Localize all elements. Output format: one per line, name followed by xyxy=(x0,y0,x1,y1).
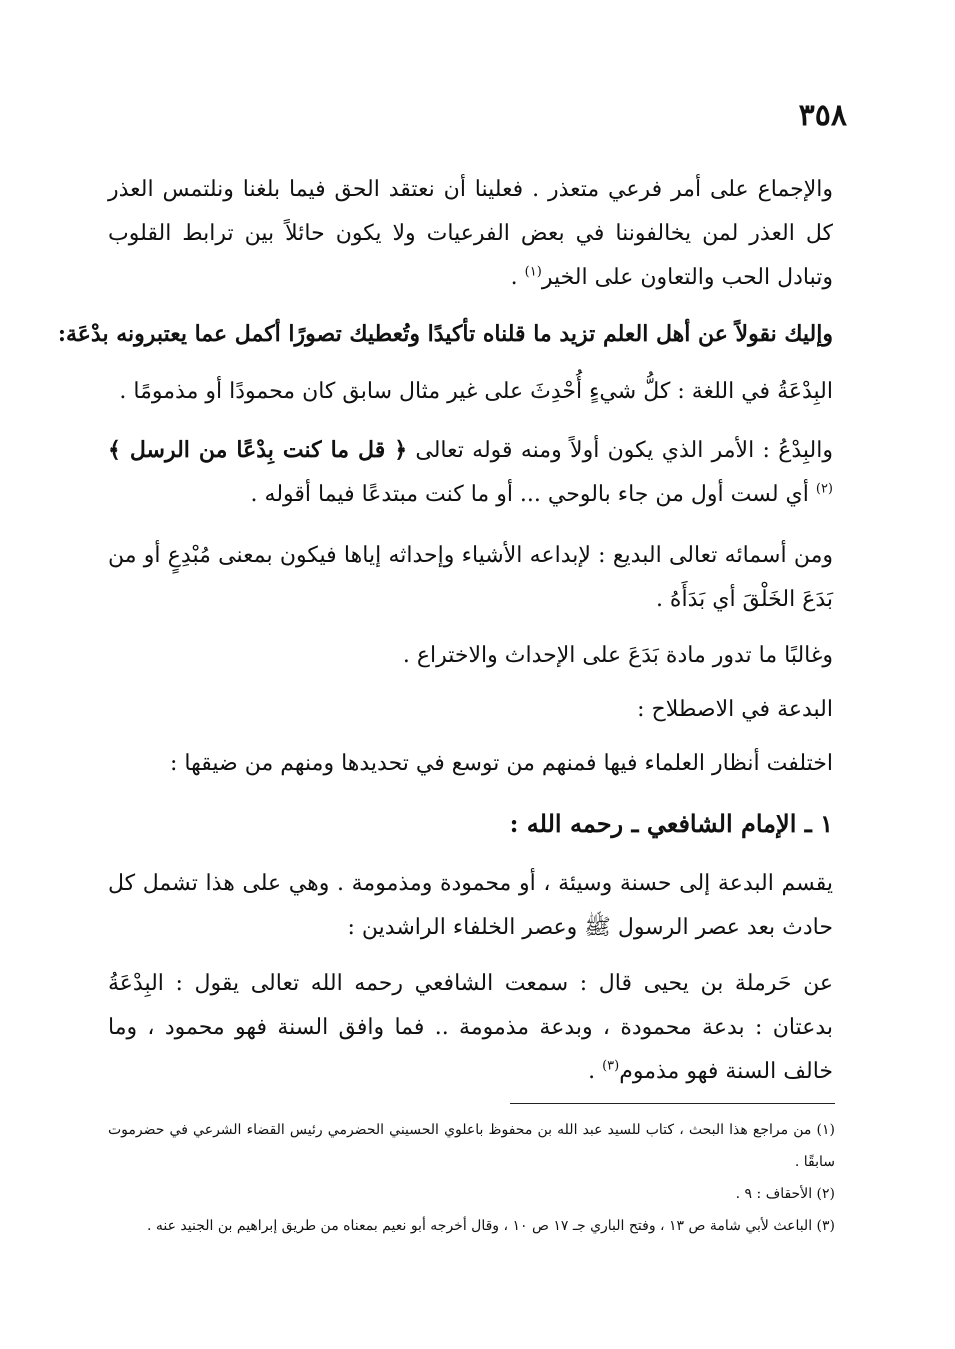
paragraph-text: والبِدْعُ : الأمر الذي يكون أولاً ومنه قوله تعالى xyxy=(415,438,833,463)
paragraph-bid-definition xyxy=(108,428,833,517)
paragraph-language-definition: البِدْعَةُ في اللغة : كلُّ شيءٍ أُحْدِثَ على غير مثال سابق كان محمودًا أو مذمومًا . xyxy=(119,379,833,404)
paragraph-terminology: البدعة في الاصطلاح : xyxy=(637,697,833,722)
footnote-divider xyxy=(510,1103,835,1104)
footnote-ref-3[interactable]: (٣) xyxy=(602,1058,620,1074)
paragraph-al-badi: ومن أسمائه تعالى البديع : لإبداعه الأشياء وإحداثه إياها فيكون بمعنى مُبْدِعٍ أو من بَدَعَ الخَلْقَ أي بَدَأَهُ . xyxy=(108,543,833,612)
footnote-3: (٣) الباعث لأبي شامة ص ١٣ ، وفتح الباري جـ ١٧ ص ١٠ ، وقال أخرجه أبو نعيم بمعناه من طريق إبراهيم بن الجنيد عنه . xyxy=(147,1218,835,1234)
footnote-1: (١) من مراجع هذا البحث ، كتاب للسيد عبد الله بن محفوظ باعلوي الحسيني الحضرمي رئيس القضاء الشرعي في حضرموت سابقًا . xyxy=(108,1122,835,1170)
paragraph-text: عن حَرملة بن يحيى قال : سمعت الشافعي رحمه الله تعالى يقول : البِدْعَةُ بدعتان : بدعة محمودة ، وبدعة مذمومة .. فما وافق السنة فهو محمود ، وما خالف السنة فهو مذموم xyxy=(108,971,833,1084)
paragraph-end: . xyxy=(588,1059,603,1084)
paragraph-consensus xyxy=(108,168,833,300)
paragraph-quotes-intro: وإليك نقولاً عن أهل العلم تزيد ما قلناه تأكيدًا وتُعطيك تصورًا أكمل عما يعتبرونه بدْعَة: xyxy=(57,321,833,347)
paragraph-shafii-division: يقسم البدعة إلى حسنة وسيئة ، أو محمودة ومذمومة . وهي على هذا تشمل كل حادث بعد عصر الرسول ﷺ وعصر الخلفاء الراشدين : xyxy=(108,871,833,940)
footnote-2: (٢) الأحقاف : ٩ . xyxy=(735,1186,835,1202)
paragraph-harmala-narration xyxy=(108,962,833,1094)
footnote-ref-2[interactable]: (٢) xyxy=(815,481,833,497)
paragraph-end: أي لست أول من جاء بالوحي ... أو ما كنت مبتدعًا فيما أقوله . xyxy=(250,482,809,507)
section-heading-shafii: ١ ـ الإمام الشافعي ـ رحمه الله : xyxy=(509,809,833,838)
paragraph-end: . xyxy=(510,265,525,290)
footnote-ref-1[interactable]: (١) xyxy=(524,264,542,280)
paragraph-text: والإجماع على أمر فرعي متعذر . فعلينا أن نعتقد الحق فيما بلغنا ونلتمس العذر كل العذر لمن يخالفوننا في بعض الفرعيات ولا يكون حائلاً بين ترابط القلوب وتبادل الحب والتعاون على الخير xyxy=(108,177,833,290)
page-number: ٣٥٨ xyxy=(798,98,847,133)
paragraph-scholars-views: اختلفت أنظار العلماء فيها فمنهم من توسع في تحديدها ومنهم من ضيقها : xyxy=(170,751,833,776)
paragraph-root-meaning: وغالبًا ما تدور مادة بَدَعَ على الإحداث والاختراع . xyxy=(402,643,833,668)
quran-quote: ﴿ قل ما كنت بِدْعًا من الرسل ﴾ xyxy=(108,437,408,463)
